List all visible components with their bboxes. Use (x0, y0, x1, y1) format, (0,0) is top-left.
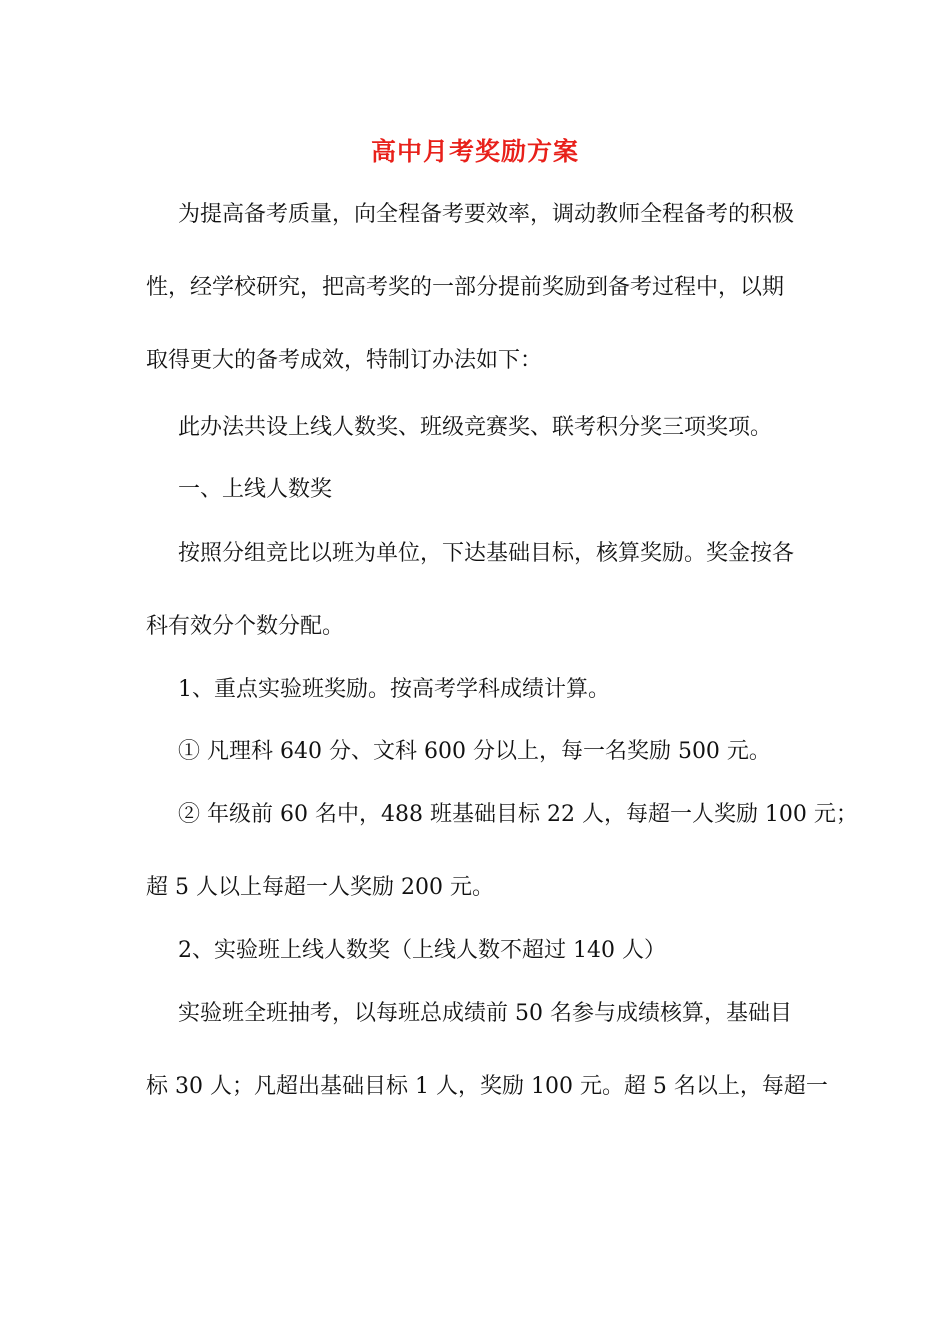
paragraph-line: 此办法共设上线人数奖、班级竞赛奖、联考积分奖三项奖项。 (178, 415, 773, 440)
paragraph-line: 科有效分个数分配。 (146, 614, 345, 639)
paragraph-line: 性，经学校研究，把高考奖的一部分提前奖励到备考过程中，以期 (146, 275, 785, 300)
list-item: ① 凡理科 640 分、文科 600 分以上，每一名奖励 500 元。 (178, 739, 771, 764)
paragraph-line: 实验班全班抽考，以每班总成绩前 50 名参与成绩核算，基础目 (178, 1001, 792, 1026)
subsection-heading: 2、实验班上线人数奖（上线人数不超过 140 人） (178, 938, 666, 963)
paragraph-line: 取得更大的备考成效，特制订办法如下： (146, 348, 543, 373)
paragraph-line: 超 5 人以上每超一人奖励 200 元。 (146, 875, 494, 900)
section-heading: 一、上线人数奖 (178, 477, 333, 502)
document-title: 高中月考奖励方案 (370, 137, 579, 166)
subsection-heading: 1、重点实验班奖励。按高考学科成绩计算。 (178, 677, 610, 702)
paragraph-line: 为提高备考质量，向全程备考要效率，调动教师全程备考的积极 (178, 202, 795, 227)
paragraph-line: 按照分组竞比以班为单位，下达基础目标，核算奖励。奖金按各 (178, 541, 795, 566)
paragraph-line: 标 30 人；凡超出基础目标 1 人，奖励 100 元。超 5 名以上，每超一 (146, 1074, 828, 1099)
list-item: ② 年级前 60 名中，488 班基础目标 22 人，每超一人奖励 100 元； (178, 802, 858, 827)
